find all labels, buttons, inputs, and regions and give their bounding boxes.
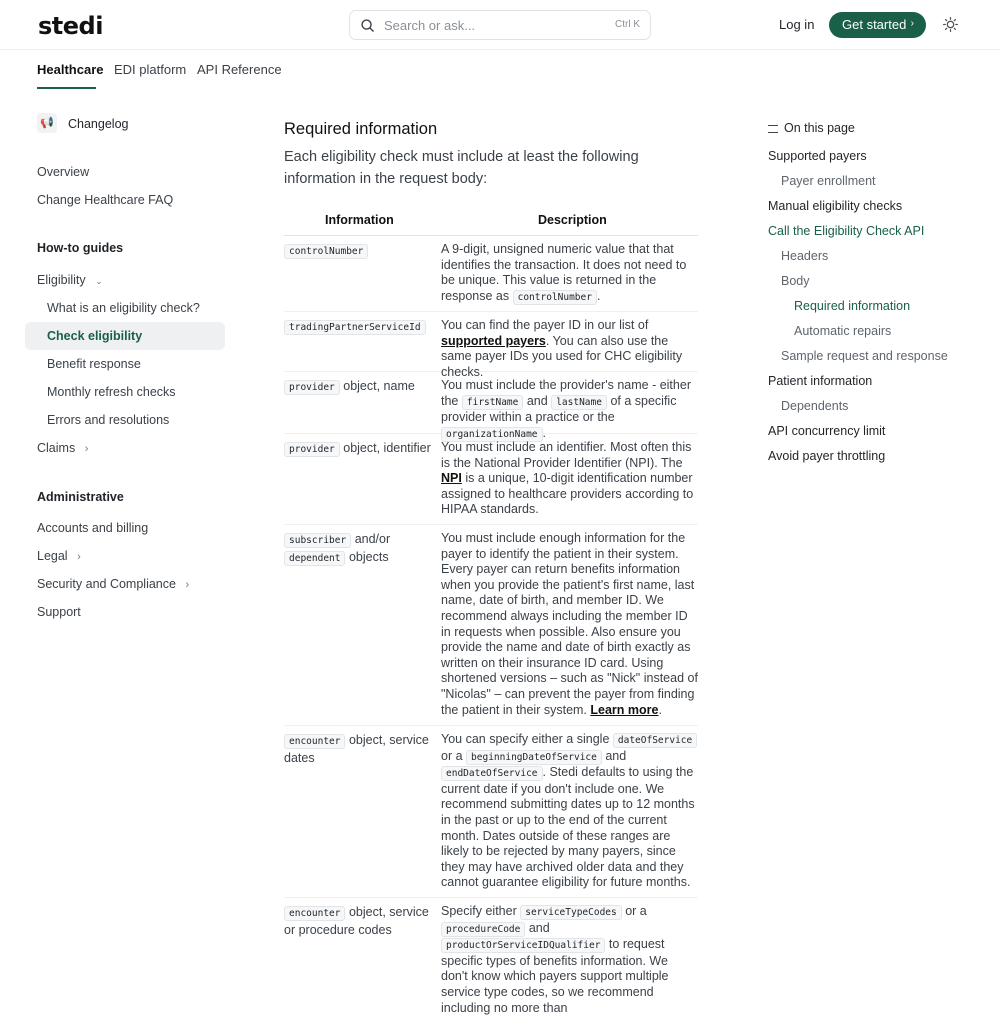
code-snippet: encounter bbox=[284, 734, 345, 749]
stedi-logo[interactable]: stedi bbox=[38, 12, 103, 40]
sidebar-item-errors[interactable]: Errors and resolutions bbox=[47, 413, 170, 427]
main-content bbox=[284, 100, 698, 1015]
code-snippet: encounter bbox=[284, 906, 345, 921]
row-description bbox=[441, 440, 698, 518]
npi-link[interactable]: NPI bbox=[441, 471, 462, 486]
toc-item-sample-request[interactable]: Sample request and response bbox=[781, 349, 948, 363]
desc-text: You must include an identifier. Most often this is the National Provider Identifier (NPI). The bbox=[441, 440, 692, 470]
table-row bbox=[284, 312, 698, 379]
chevron-right-icon: › bbox=[185, 579, 190, 591]
chevron-right-icon: › bbox=[84, 443, 89, 455]
code-snippet: beginningDateOfService bbox=[466, 750, 602, 765]
info-text: object, service or procedure codes bbox=[284, 905, 429, 937]
code-snippet: provider bbox=[284, 442, 340, 457]
code-snippet: serviceTypeCodes bbox=[520, 905, 622, 920]
sidebar-item-legal[interactable] bbox=[37, 549, 81, 563]
desc-text: You can specify either a single bbox=[441, 732, 610, 746]
table-row bbox=[284, 525, 698, 726]
code-snippet: endDateOfService bbox=[441, 766, 543, 781]
sidebar-item-label: Legal bbox=[37, 549, 68, 563]
sidebar-nav bbox=[0, 100, 240, 1000]
desc-text: of a specific provider within a practice or the bbox=[441, 393, 677, 425]
sidebar-item-label: Security and Compliance bbox=[37, 577, 176, 591]
row-description bbox=[441, 531, 698, 718]
code-snippet: tradingPartnerServiceId bbox=[284, 320, 426, 335]
on-this-page-toc bbox=[768, 100, 1000, 480]
toc-item-supported-payers[interactable]: Supported payers bbox=[768, 149, 867, 163]
sidebar-item-eligibility[interactable] bbox=[37, 273, 103, 287]
table-row bbox=[284, 372, 698, 440]
toc-item-body[interactable]: Body bbox=[781, 274, 810, 288]
table-row bbox=[284, 236, 698, 312]
search-shortcut: Ctrl K bbox=[615, 19, 640, 30]
row-info bbox=[284, 378, 434, 396]
row-info bbox=[284, 242, 434, 260]
code-snippet: productOrServiceIDQualifier bbox=[441, 938, 605, 953]
search-placeholder: Search or ask... bbox=[384, 18, 476, 33]
toc-item-dependents[interactable]: Dependents bbox=[781, 399, 849, 413]
sidebar-item-check-eligibility[interactable]: Check eligibility bbox=[47, 329, 143, 343]
sidebar-item-what-is[interactable]: What is an eligibility check? bbox=[47, 301, 200, 315]
sidebar-item-faq[interactable]: Change Healthcare FAQ bbox=[37, 193, 174, 207]
sidebar-item-security[interactable] bbox=[37, 577, 189, 591]
desc-text: . Stedi defaults to using the current date if you don't include one. We recommend submitting dates up to 12 months in the past or up to the end of the current month. Dates outside of these ranges are likely to be rejected by many payers, since they may have archived older data and they cannot guarantee eligibility for future months. bbox=[441, 765, 695, 890]
sidebar-item-support[interactable]: Support bbox=[37, 605, 81, 619]
table-row bbox=[284, 726, 698, 898]
desc-text: or a bbox=[441, 748, 463, 763]
sun-icon[interactable] bbox=[942, 16, 959, 33]
product-tabs bbox=[0, 50, 1000, 90]
table-header bbox=[284, 206, 698, 236]
desc-text: . You can also use the same payer IDs you used for CHC eligibility checks. bbox=[441, 333, 683, 379]
search-icon bbox=[360, 18, 375, 33]
info-text: objects bbox=[348, 550, 389, 564]
row-info bbox=[284, 732, 434, 766]
desc-text: You must include enough information for the payer to identify the patient in their system. Every payer can return benefits information when you provide the patient's first name, last name, date of birth, and member ID. We recommend always including the member ID in requests when possible. Also ensure you provide the name and date of birth exactly as written on their insurance ID card. Using shortened versions – such as "Nick" instead of "Nicolas" – can prevent the payer from finding the patient in their system. bbox=[441, 531, 698, 717]
table-row bbox=[284, 434, 698, 525]
code-snippet: controlNumber bbox=[513, 290, 597, 305]
row-description bbox=[441, 732, 698, 891]
toc-item-avoid-throttling[interactable]: Avoid payer throttling bbox=[768, 449, 886, 463]
sidebar-heading-howto: How-to guides bbox=[37, 241, 124, 255]
row-description bbox=[441, 242, 698, 305]
chevron-down-icon: ⌄ bbox=[95, 276, 103, 286]
desc-text: and bbox=[528, 920, 550, 935]
login-link[interactable]: Log in bbox=[779, 17, 815, 32]
list-icon bbox=[768, 125, 778, 133]
sidebar-item-label: Claims bbox=[37, 441, 76, 455]
desc-text: is a unique, 10-digit identification number assigned to healthcare providers according to HIPAA standards. bbox=[441, 471, 694, 517]
get-started-button[interactable] bbox=[829, 12, 926, 38]
desc-text: . bbox=[542, 425, 546, 440]
column-header-description: Description bbox=[538, 213, 607, 227]
tab-healthcare[interactable]: Healthcare bbox=[37, 62, 104, 77]
info-text: object, identifier bbox=[343, 441, 431, 455]
top-header bbox=[0, 0, 1000, 50]
table-row bbox=[284, 898, 698, 1015]
code-snippet: dateOfService bbox=[613, 733, 697, 748]
sidebar-item-claims[interactable] bbox=[37, 441, 88, 455]
toc-item-required-information[interactable]: Required information bbox=[794, 299, 911, 313]
code-snippet: dependent bbox=[284, 551, 345, 566]
row-description bbox=[441, 904, 698, 1016]
desc-text: A 9-digit, unsigned numeric value that that identifies the transaction. It does not need to be unique. This value is returned in the response as bbox=[441, 242, 687, 303]
desc-text: You must include the provider's name - either the bbox=[441, 378, 691, 408]
row-info bbox=[284, 904, 434, 938]
row-info bbox=[284, 318, 434, 336]
code-snippet: controlNumber bbox=[284, 244, 368, 259]
code-snippet: firstName bbox=[462, 395, 523, 410]
desc-text: . bbox=[658, 702, 662, 717]
sidebar-item-benefit-response[interactable]: Benefit response bbox=[47, 357, 141, 371]
code-snippet: procedureCode bbox=[441, 922, 525, 937]
toc-item-call-api[interactable]: Call the Eligibility Check API bbox=[768, 224, 925, 238]
sidebar-item-accounts[interactable]: Accounts and billing bbox=[37, 521, 149, 535]
sidebar-heading-admin: Administrative bbox=[37, 490, 124, 504]
code-snippet: organizationName bbox=[441, 427, 543, 442]
desc-text: Specify either bbox=[441, 904, 517, 918]
sidebar-item-monthly-refresh[interactable]: Monthly refresh checks bbox=[47, 385, 176, 399]
code-snippet: lastName bbox=[551, 395, 607, 410]
sidebar-item-changelog[interactable]: Changelog bbox=[68, 117, 129, 131]
desc-text: You can find the payer ID in our list of bbox=[441, 318, 649, 332]
desc-text: to request specific types of benefits information. We don't know which payers support multiple service type codes, so we recommend including no more than bbox=[441, 937, 669, 1015]
row-description bbox=[441, 378, 698, 442]
tab-edi-platform[interactable]: EDI platform bbox=[114, 62, 187, 77]
learn-more-link[interactable]: Learn more bbox=[590, 702, 659, 717]
desc-text: and bbox=[605, 748, 627, 763]
intro-paragraph: Each eligibility check must include at least the following information in the request body: bbox=[284, 149, 639, 187]
toc-title bbox=[768, 121, 855, 135]
code-snippet: provider bbox=[284, 380, 340, 395]
toc-item-payer-enrollment[interactable]: Payer enrollment bbox=[781, 174, 876, 188]
row-info bbox=[284, 531, 434, 567]
sidebar-item-overview[interactable]: Overview bbox=[37, 165, 90, 179]
toc-item-automatic-repairs[interactable]: Automatic repairs bbox=[794, 324, 892, 338]
info-text: object, service dates bbox=[284, 733, 429, 765]
supported-payers-link[interactable]: supported payers bbox=[441, 333, 546, 348]
desc-text: . bbox=[596, 288, 601, 303]
toc-title-label: On this page bbox=[784, 121, 855, 135]
chevron-right-icon: › bbox=[910, 18, 914, 29]
code-snippet: subscriber bbox=[284, 533, 351, 548]
row-info bbox=[284, 440, 434, 458]
desc-text: or a bbox=[625, 904, 647, 918]
column-header-information: Information bbox=[325, 213, 394, 227]
toc-item-manual-checks[interactable]: Manual eligibility checks bbox=[768, 199, 903, 213]
section-heading: Required information bbox=[284, 120, 438, 138]
info-text: object, name bbox=[343, 379, 415, 393]
megaphone-icon: 📢 bbox=[37, 113, 57, 133]
search-box[interactable] bbox=[349, 10, 651, 40]
toc-item-concurrency-limit[interactable]: API concurrency limit bbox=[768, 424, 886, 438]
toc-item-patient-information[interactable]: Patient information bbox=[768, 374, 873, 388]
tab-api-reference[interactable]: API Reference bbox=[197, 62, 282, 77]
info-text: and/or bbox=[354, 532, 391, 546]
desc-text: and bbox=[526, 393, 548, 408]
get-started-label: Get started bbox=[842, 17, 907, 32]
toc-item-headers[interactable]: Headers bbox=[781, 249, 829, 263]
active-tab-indicator bbox=[37, 87, 96, 89]
chevron-right-icon: › bbox=[77, 551, 81, 563]
sidebar-item-label: Eligibility bbox=[37, 273, 86, 287]
